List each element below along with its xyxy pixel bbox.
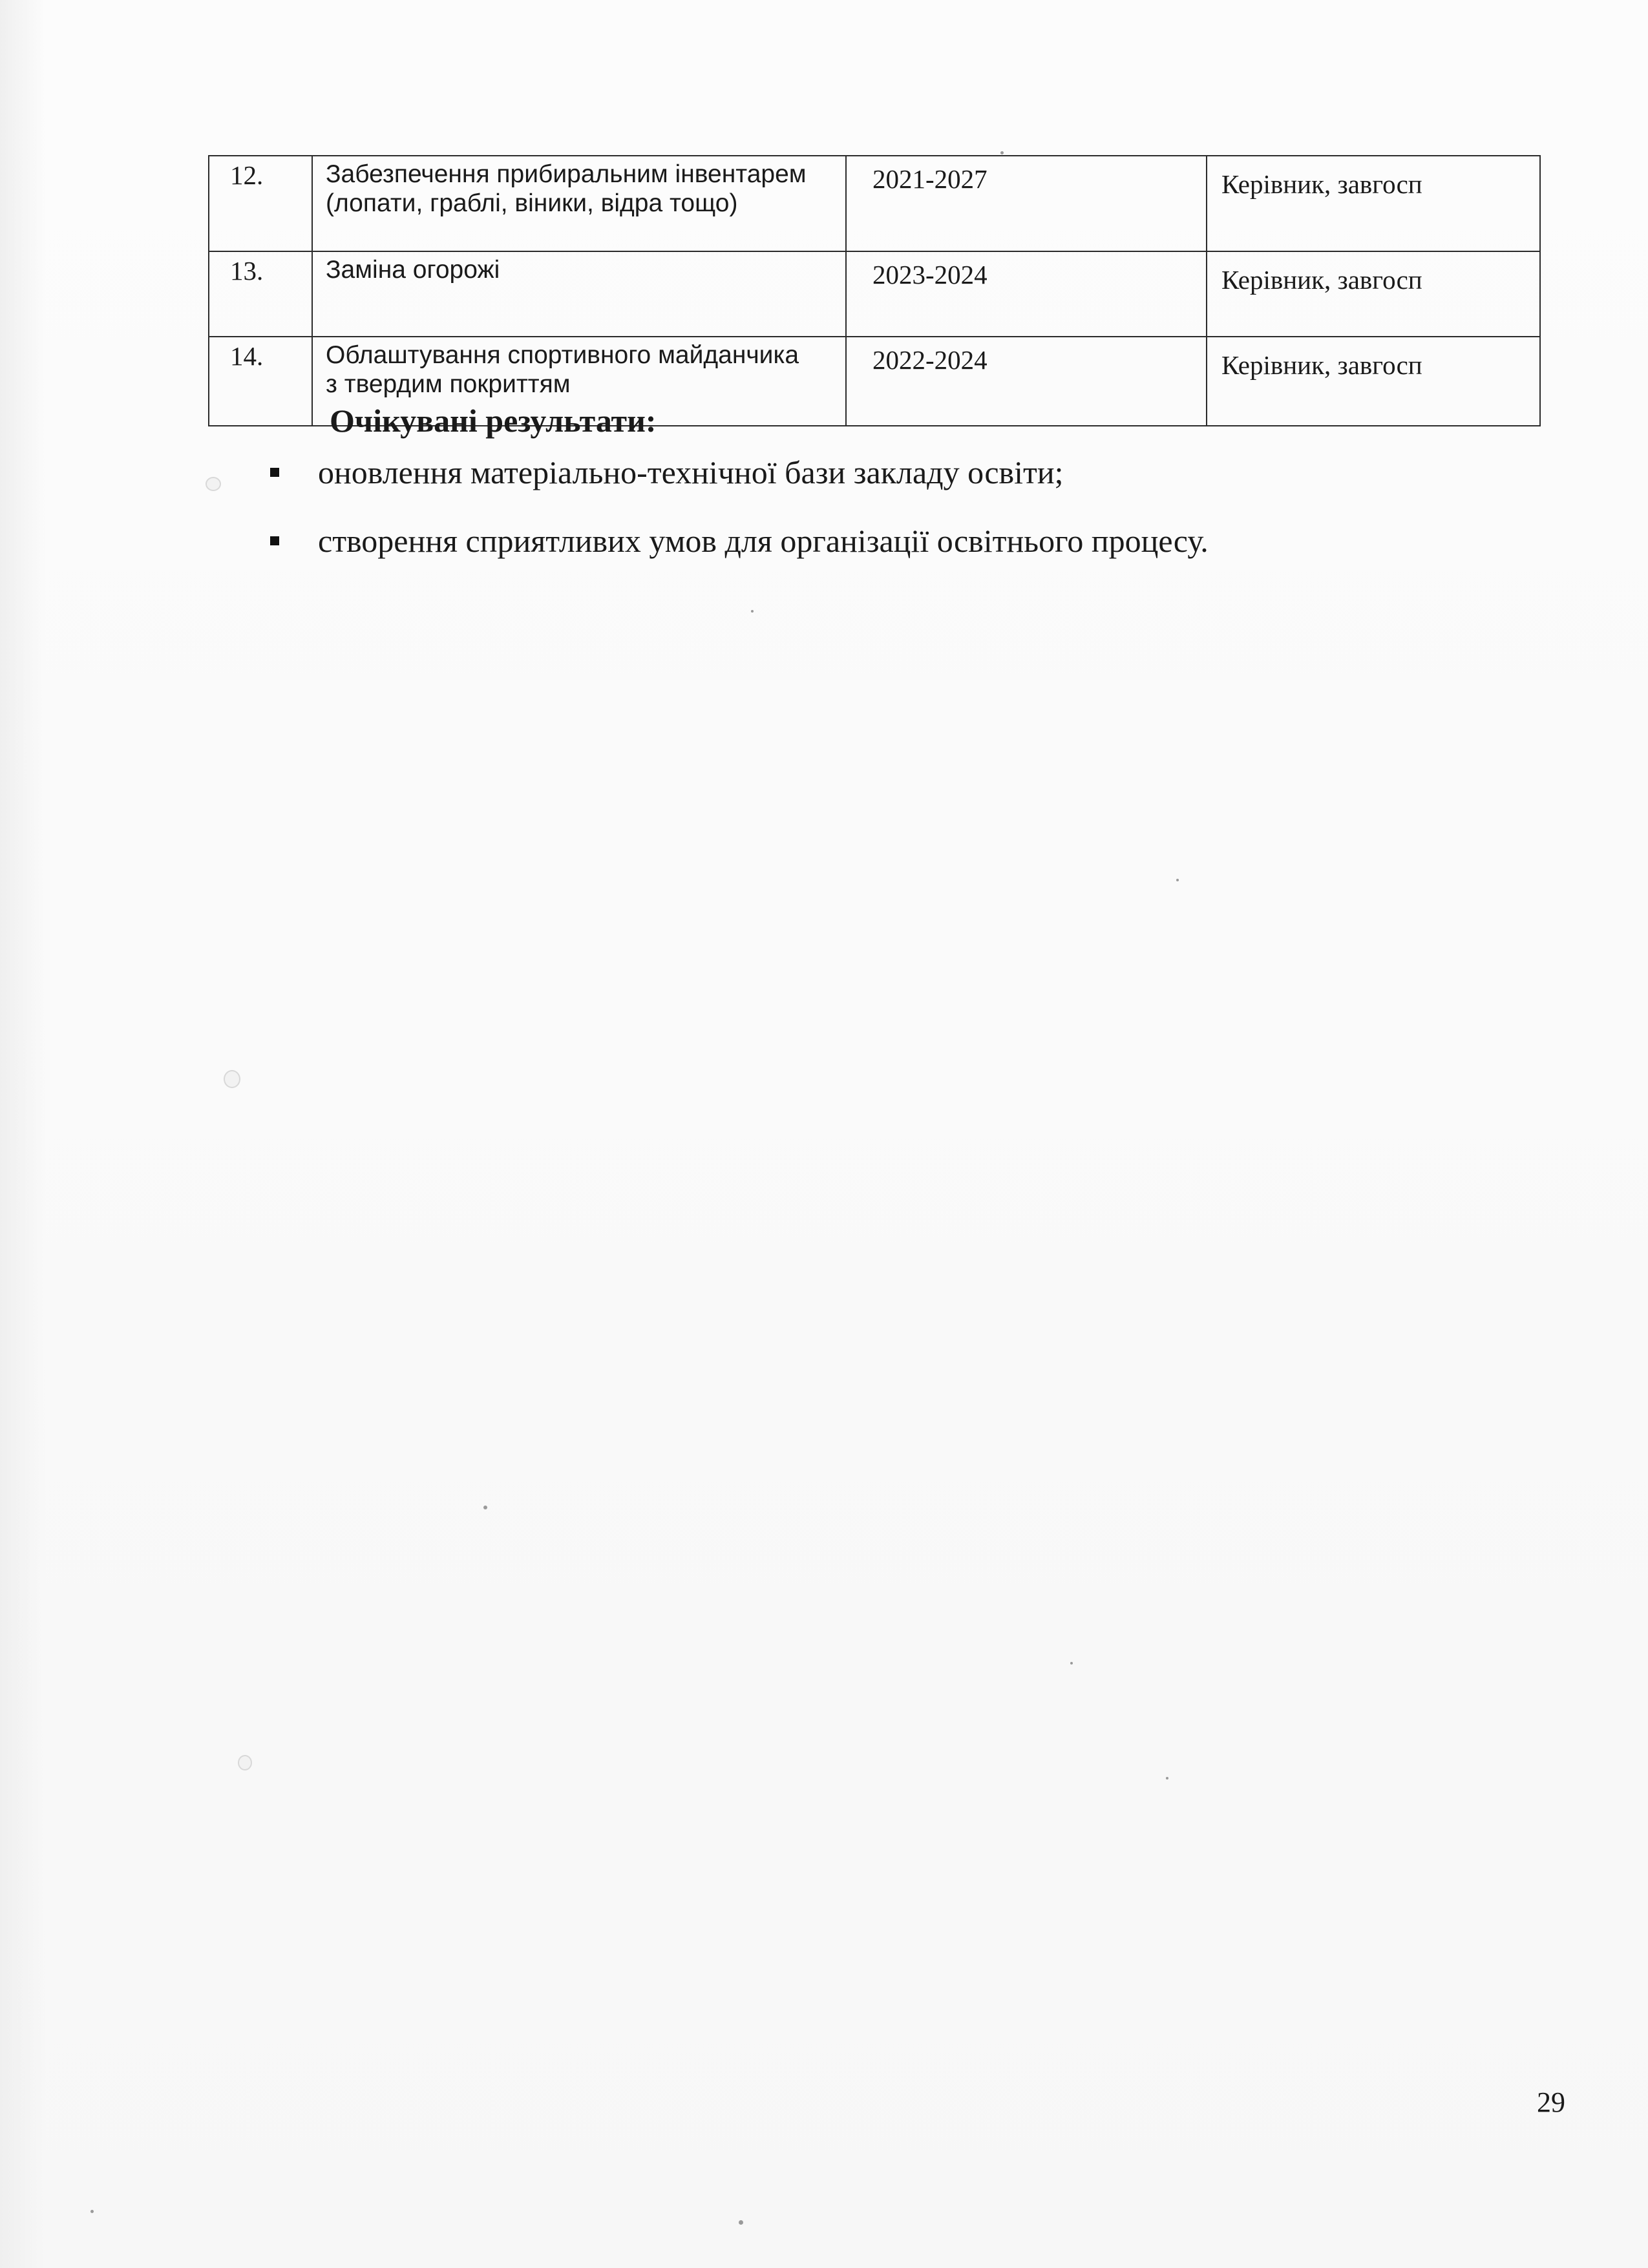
- results-list: [265, 454, 1209, 591]
- row-task: [312, 251, 846, 337]
- row-task-line: (лопати, граблі, віники, відра тощо): [326, 189, 738, 217]
- list-item-text: оновлення матеріально-технічної бази закладу освіти;: [318, 454, 1064, 490]
- row-number: 13.: [209, 251, 312, 337]
- scan-mark: [224, 1070, 240, 1088]
- row-term: 2022-2024: [846, 337, 1207, 426]
- row-task-line: Забезпечення прибиральним інвентарем: [326, 160, 807, 188]
- square-bullet-icon: [270, 468, 279, 477]
- row-number: 14.: [209, 337, 312, 426]
- scan-speck: [1000, 151, 1004, 154]
- scan-speck: [751, 610, 754, 613]
- activities-table: [208, 155, 1541, 426]
- scan-speck: [1176, 879, 1179, 881]
- row-task: [312, 156, 846, 251]
- row-responsible: Керівник, завгосп: [1207, 337, 1540, 426]
- scan-speck: [1166, 1777, 1168, 1780]
- row-task-line: Заміна огорожі: [326, 256, 500, 284]
- page-number: 29: [1537, 2086, 1565, 2118]
- row-responsible: Керівник, завгосп: [1207, 156, 1540, 251]
- row-task-line: з твердим покриттям: [326, 370, 571, 398]
- row-term: 2023-2024: [846, 251, 1207, 337]
- scan-speck: [90, 2210, 94, 2213]
- row-responsible: Керівник, завгосп: [1207, 251, 1540, 337]
- table-row: [209, 156, 1540, 251]
- scan-speck: [1070, 1662, 1073, 1664]
- scan-mark: [206, 477, 221, 491]
- results-heading: Очікувані результати:: [330, 403, 657, 439]
- row-term: 2021-2027: [846, 156, 1207, 251]
- scan-shadow-edge: [0, 0, 45, 2268]
- list-item: [265, 454, 1209, 491]
- table-row: [209, 251, 1540, 337]
- square-bullet-icon: [270, 536, 279, 545]
- scan-speck: [739, 2220, 743, 2225]
- row-task-line: Облаштування спортивного майданчика: [326, 341, 799, 369]
- list-item-text: створення сприятливих умов для організації освітнього процесу.: [318, 523, 1209, 559]
- row-number: 12.: [209, 156, 312, 251]
- scan-speck: [483, 1506, 487, 1509]
- scan-mark: [238, 1755, 252, 1770]
- list-item: [265, 522, 1209, 560]
